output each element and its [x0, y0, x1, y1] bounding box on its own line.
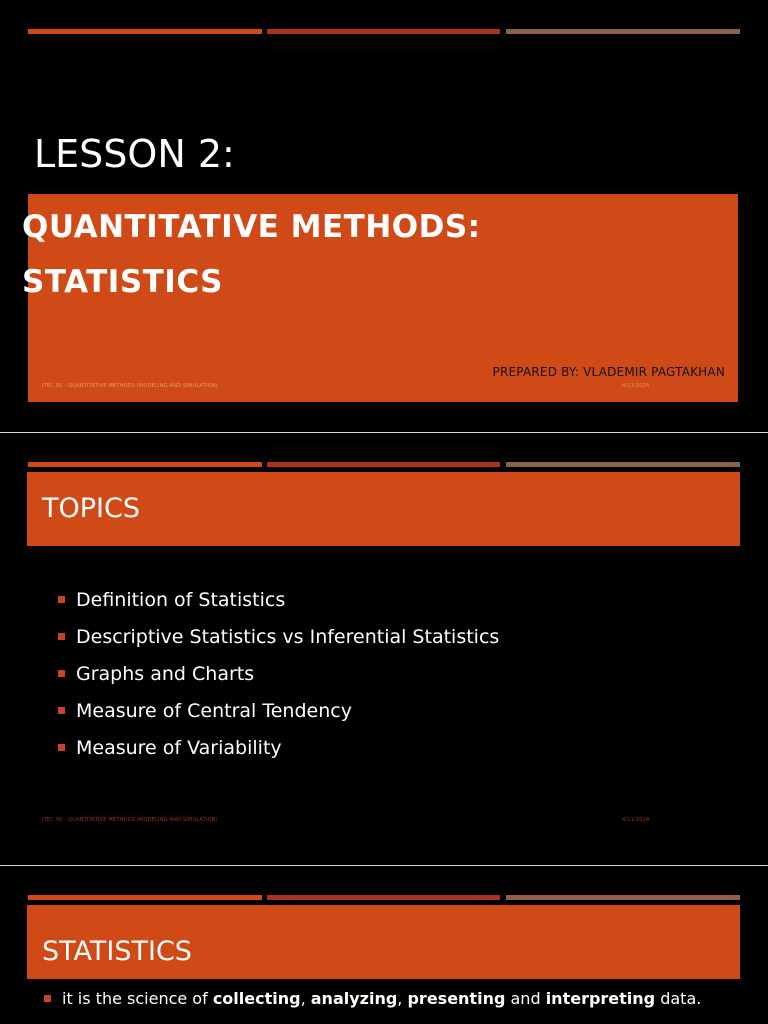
slide-footer: ITEC 95 - QUANTITATIVE METHODS (MODELING AND SIMULATION) [42, 817, 218, 823]
square-bullet-icon [58, 633, 65, 640]
lesson-heading: LESSON 2: [34, 132, 235, 176]
square-bullet-icon [58, 707, 65, 714]
slide-title [0, 0, 768, 432]
title-line-1: QUANTITATIVE METHODS: [22, 209, 481, 245]
square-bullet-icon [58, 670, 65, 677]
slide-topics [0, 433, 768, 865]
list-item: Graphs and Charts [58, 662, 499, 699]
topics-heading: TOPICS [42, 493, 140, 524]
accent-bar-2 [267, 462, 500, 467]
definition-item: it is the science of collecting, analyzing, presenting and interpreting data. [44, 988, 701, 1010]
square-bullet-icon [58, 744, 65, 751]
list-item: Measure of Variability [58, 736, 499, 773]
statistics-header-box [27, 905, 740, 979]
statistics-heading: STATISTICS [42, 936, 192, 967]
accent-bar-3 [506, 895, 740, 900]
slide-footer: ITEC 95 - QUANTITATIVE METHODS (MODELING AND SIMULATION) [42, 383, 218, 389]
prepared-by: PREPARED BY: VLADEMIR PAGTAKHAN [492, 365, 725, 379]
slide-date: 4/11/2024 [622, 817, 650, 823]
accent-bar-1 [28, 29, 262, 34]
topics-header-box [27, 472, 740, 546]
title-line-2: STATISTICS [22, 264, 223, 300]
accent-bar-3 [506, 462, 740, 467]
accent-bar-1 [28, 462, 262, 467]
accent-bar-3 [506, 29, 740, 34]
accent-bar-1 [28, 895, 262, 900]
list-item: Measure of Central Tendency [58, 699, 499, 736]
topic-list [58, 588, 499, 773]
square-bullet-icon [44, 995, 51, 1002]
list-item: Definition of Statistics [58, 588, 499, 625]
accent-bars [28, 462, 740, 467]
accent-bar-2 [267, 895, 500, 900]
accent-bar-2 [267, 29, 500, 34]
accent-bars [28, 895, 740, 900]
square-bullet-icon [58, 596, 65, 603]
slide-date: 4/11/2024 [622, 383, 650, 389]
list-item: Descriptive Statistics vs Inferential Statistics [58, 625, 499, 662]
accent-bars [28, 29, 740, 34]
slide-statistics [0, 866, 768, 1024]
